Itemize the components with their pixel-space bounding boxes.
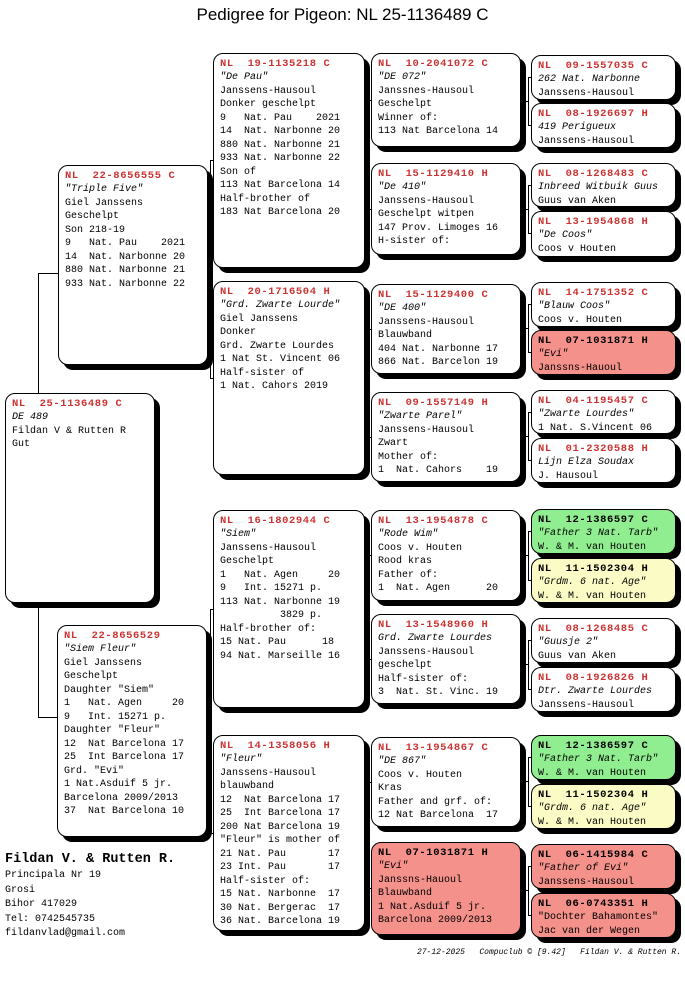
connector-line — [528, 689, 531, 690]
pedigree-box-mother[interactable] — [57, 625, 207, 837]
connector-line — [369, 782, 371, 783]
connector-line — [528, 304, 531, 305]
pigeon-name: "Evi" — [538, 349, 569, 360]
detail-line: W. & M. van Houten — [538, 767, 647, 779]
detail-line: Father of: — [378, 569, 439, 581]
ring-number: NL 22-8656555 C — [65, 170, 176, 182]
footer-credit: 27-12-2025 Compuclub © [9.42] Fildan V. & Rutten R. — [416, 948, 681, 957]
ring-number: NL 13-1548960 H — [378, 619, 489, 631]
ring-number: NL 01-2320588 H — [538, 443, 649, 455]
detail-line: Half-brother of: — [220, 623, 317, 635]
connector-line — [369, 329, 370, 438]
detail-line: Janssnes-Hausoul — [378, 85, 475, 97]
detail-line: Half-sister of: — [378, 673, 469, 685]
pigeon-name: Dtr. Zwarte Lourdes — [538, 686, 653, 697]
detail-line: Blauwband — [378, 330, 433, 341]
connector-line — [528, 757, 531, 758]
detail-line: 1 Nat. Cahors 2019 — [220, 381, 329, 392]
connector-line — [528, 640, 529, 690]
pedigree-box-ggg13[interactable] — [531, 735, 676, 780]
detail-line: 3 Nat. St. Vinc. 19 — [378, 687, 499, 698]
connector-line — [369, 209, 371, 210]
pedigree-box-ggg1[interactable] — [531, 55, 676, 100]
connector-line — [528, 412, 531, 413]
ring-number: NL 12-1386597 C — [538, 514, 649, 526]
detail-line: 866 Nat. Barcelon 19 — [378, 357, 499, 368]
connector-line — [369, 555, 371, 556]
pedigree-box-ggg8[interactable] — [531, 438, 676, 483]
ring-number: NL 14-1358056 H — [220, 740, 331, 752]
detail-line: Coos v. Houten — [378, 769, 463, 781]
detail-line: Half-sister of: — [220, 875, 311, 887]
detail-line: J. Hausoul — [538, 470, 599, 482]
detail-line: Guus van Aken — [538, 195, 617, 207]
pedigree-box-gg7[interactable] — [371, 737, 521, 827]
connector-line — [528, 77, 529, 126]
pigeon-name: "Rode Wim" — [378, 529, 439, 540]
ring-number: NL 13-1954867 C — [378, 742, 489, 754]
pedigree-box-g1[interactable] — [213, 53, 365, 268]
detail-line: 200 Nat Barcelona 19 — [220, 821, 341, 833]
connector-line — [528, 304, 529, 353]
pedigree-box-ggg4[interactable] — [531, 211, 676, 257]
detail-line: 933 Nat. Narbonne 22 — [220, 153, 341, 164]
detail-line: 15 Nat. Narbonne 17 — [220, 889, 341, 900]
detail-line: Son of — [220, 166, 257, 178]
detail-line: Donker geschelpt — [220, 99, 317, 110]
detail-line: Fildan V & Rutten R — [12, 425, 127, 437]
ring-number: NL 07-1031871 H — [538, 335, 649, 347]
connector-line — [528, 77, 531, 78]
connector-line — [528, 866, 531, 867]
pigeon-name: "Grdm. 6 nat. Age" — [538, 577, 647, 588]
detail-line: Giel Janssens — [220, 313, 299, 325]
detail-line: Janssens-Hausoul — [538, 699, 635, 711]
pigeon-name: "DE 072" — [378, 72, 427, 83]
ring-number: NL 20-1716504 H — [220, 286, 331, 298]
detail-line: Geschelpt witpen — [378, 209, 475, 220]
connector-line — [369, 100, 371, 101]
connector-line — [210, 378, 213, 379]
detail-line: Barcelona 2009/2013 — [378, 915, 493, 926]
ring-number: NL 16-1802944 C — [220, 515, 331, 527]
pedigree-box-ggg15[interactable] — [531, 844, 676, 889]
detail-line: Grd. Zwarte Lourdes — [220, 340, 335, 352]
detail-line: Janssens-Hausoul — [220, 767, 317, 779]
detail-line: Half-brother of — [220, 193, 311, 205]
detail-line: Winner of: — [378, 112, 439, 124]
pigeon-name: "Blauw Coos" — [538, 301, 611, 312]
connector-line — [528, 460, 531, 461]
detail-line: Giel Janssens — [65, 197, 144, 209]
pigeon-name: "Zwarte Parel" — [378, 411, 463, 422]
pigeon-name: "Father 3 Nat. Tarb" — [538, 754, 659, 765]
detail-line: 94 Nat. Marseille 16 — [220, 650, 341, 662]
page-title: Pedigree for Pigeon: NL 25-1136489 C — [196, 5, 489, 24]
detail-line: 1 Nat. S.Vincent 06 — [538, 422, 653, 434]
detail-line: 36 Nat. Barcelona 19 — [220, 916, 341, 927]
connector-line — [528, 915, 531, 916]
detail-line: 15 Nat. Pau 18 — [220, 637, 335, 648]
pigeon-name: "Guusje 2" — [538, 637, 599, 648]
pigeon-name: "Zwarte Lourdes" — [538, 409, 635, 420]
connector-line — [528, 352, 531, 353]
detail-line: 37 Nat Barcelona 10 — [64, 806, 185, 817]
pedigree-box-ggg6[interactable] — [531, 330, 676, 375]
pigeon-name: "Triple Five" — [65, 184, 144, 195]
pedigree-box-subject[interactable] — [5, 393, 155, 603]
pedigree-box-ggg2[interactable] — [531, 103, 676, 148]
detail-line: 12 Nat Barcelona 17 — [378, 810, 499, 821]
detail-line: 1 Nat. Agen 20 — [378, 583, 499, 594]
detail-line: W. & M. van Houten — [538, 816, 647, 828]
pedigree-box-g3[interactable] — [213, 510, 365, 708]
detail-line: Grd. "Evi" — [64, 765, 125, 777]
connector-line — [38, 603, 39, 718]
pedigree-box-gg3[interactable] — [371, 284, 521, 374]
ring-number: NL 09-1557035 C — [538, 60, 649, 72]
connector-line — [528, 233, 531, 234]
detail-line: 14 Nat. Narbonne 20 — [220, 126, 341, 137]
detail-line: Daughter "Siem" — [64, 684, 155, 696]
detail-line: 1 Nat. Agen 20 — [64, 698, 185, 709]
detail-line: Geschelpt — [378, 99, 433, 110]
connector-line — [369, 888, 371, 889]
detail-line: blauwband — [220, 781, 275, 792]
owner-name: Fildan V. & Rutten R. — [5, 852, 176, 867]
detail-line: Geschelpt — [220, 556, 275, 567]
detail-line: Janssens-Hausoul — [378, 424, 475, 436]
owner-address-line: Principala Nr 19 — [5, 870, 102, 881]
ring-number: NL 08-1926826 H — [538, 672, 649, 684]
pigeon-name: DE 489 — [12, 412, 49, 423]
detail-line: 1 Nat. Agen 20 — [220, 569, 341, 581]
owner-address-line: Grosi — [5, 884, 36, 896]
pedigree-box-ggg9[interactable] — [531, 509, 676, 554]
pigeon-name: "Siem Fleur" — [64, 644, 137, 655]
connector-line — [528, 806, 531, 807]
pigeon-name: "De Coos" — [538, 230, 593, 241]
detail-line: 30 Nat. Bergerac 17 — [220, 902, 341, 914]
detail-line: Janssens-Hausoul — [538, 135, 635, 147]
ring-number: NL 22-8656529 — [64, 630, 161, 642]
connector-line — [528, 580, 531, 581]
detail-line: W. & M. van Houten — [538, 590, 647, 602]
connector-line — [210, 609, 211, 834]
detail-line: 1 Nat. Cahors 19 — [378, 465, 499, 476]
detail-line: 9 Nat. Pau 2021 — [65, 238, 186, 249]
detail-line: Mother of: — [378, 451, 439, 463]
pedigree-box-gg1[interactable] — [371, 53, 521, 147]
detail-line: Rood kras — [378, 556, 433, 567]
ring-number: NL 12-1386597 C — [538, 740, 649, 752]
connector-line — [369, 782, 370, 889]
detail-line: 933 Nat. Narbonne 22 — [65, 278, 186, 290]
ring-number: NL 19-1135218 C — [220, 58, 331, 70]
pedigree-box-ggg11[interactable] — [531, 618, 676, 663]
detail-line: Geschelpt — [64, 671, 119, 682]
detail-line: Zwart — [378, 438, 409, 449]
pigeon-name: "Dochter Bahamontes" — [538, 912, 659, 923]
pedigree-box-ggg12[interactable] — [531, 667, 676, 712]
connector-line — [528, 185, 531, 186]
connector-line — [528, 866, 529, 916]
ring-number: NL 15-1129410 H — [378, 168, 489, 180]
detail-line: 404 Nat. Narbonne 17 — [378, 343, 499, 355]
pedigree-box-gg4[interactable] — [371, 392, 521, 482]
connector-line — [528, 757, 529, 807]
connector-line — [210, 833, 213, 834]
pigeon-name: Lijn Elza Soudax — [538, 457, 635, 468]
detail-line: Coos v Houten — [538, 243, 617, 255]
detail-line: H-sister of: — [378, 236, 451, 247]
ring-number: NL 11-1502304 H — [538, 789, 649, 801]
pigeon-name: Inbreed Witbuik Guus — [538, 182, 659, 193]
pedigree-box-ggg3[interactable] — [531, 163, 676, 207]
pedigree-box-ggg7[interactable] — [531, 390, 676, 434]
connector-line — [528, 640, 531, 641]
detail-line: geschelpt — [378, 660, 433, 671]
detail-line: Janssens-Hausoul — [538, 876, 635, 888]
ring-number: NL 13-1954878 C — [378, 515, 489, 527]
detail-line: Janssens-Hausoul — [378, 646, 475, 658]
detail-line: 1 Nat.Asduif 5 jr. — [378, 901, 487, 913]
ring-number: NL 10-2041072 C — [378, 58, 489, 70]
ring-number: NL 08-1926697 H — [538, 108, 649, 120]
pedigree-box-ggg10[interactable] — [531, 558, 676, 603]
detail-line: 1 Nat.Asduif 5 jr. — [64, 779, 173, 790]
ring-number: NL 07-1031871 H — [378, 847, 489, 859]
pedigree-box-gg6[interactable] — [371, 614, 521, 704]
connector-line — [369, 437, 371, 438]
detail-line: 12 Nat Barcelona 17 — [64, 738, 185, 750]
connector-line — [369, 659, 371, 660]
connector-line — [528, 412, 529, 461]
detail-line: Barcelona 2009/2013 — [64, 792, 179, 804]
detail-line: Kras — [378, 783, 403, 794]
detail-line: 880 Nat. Narbonne 21 — [65, 265, 186, 276]
connector-line — [38, 273, 39, 394]
detail-line: Janssens-Hausoul — [220, 542, 317, 554]
ring-number: NL 06-1415984 C — [538, 849, 649, 861]
detail-line: Son 218-19 — [65, 224, 126, 236]
detail-line: 14 Nat. Narbonne 20 — [65, 251, 186, 263]
ring-number: NL 06-0743351 H — [538, 898, 649, 910]
connector-line — [369, 555, 370, 660]
pigeon-name: "Grd. Zwarte Lourde" — [220, 300, 341, 311]
ring-number: NL 08-1268483 C — [538, 168, 649, 180]
detail-line: 183 Nat Barcelona 20 — [220, 207, 341, 218]
detail-line: 1 Nat St. Vincent 06 — [220, 354, 341, 365]
pigeon-name: "Evi" — [378, 861, 409, 872]
detail-line: Daughter "Fleur" — [64, 725, 161, 736]
connector-line — [528, 531, 531, 532]
pedigree-box-ggg16[interactable] — [531, 893, 676, 938]
connector-line — [369, 100, 370, 210]
detail-line: 113 Nat Barcelona 14 — [378, 126, 499, 137]
pedigree-box-ggg5[interactable] — [531, 282, 676, 327]
connector-line — [210, 160, 211, 379]
detail-line: 25 Int Barcelona 17 — [220, 808, 341, 819]
detail-line: 9 Int. 15271 p. — [220, 583, 323, 594]
detail-line: Janssens-Hausoul — [378, 195, 475, 207]
ring-number: NL 15-1129400 C — [378, 289, 489, 301]
detail-line: Janssns-Hauoul — [538, 362, 623, 374]
ring-number: NL 09-1557149 H — [378, 397, 489, 409]
detail-line: Giel Janssens — [64, 657, 143, 669]
connector-line — [369, 329, 371, 330]
pigeon-name: "Fleur" — [220, 754, 263, 765]
detail-line: 9 Nat. Pau 2021 — [220, 112, 341, 124]
owner-address-line: Bihor 417029 — [5, 899, 78, 910]
detail-line: 147 Prov. Limoges 16 — [378, 222, 499, 234]
pedigree-box-gg2[interactable] — [371, 163, 521, 255]
pigeon-name: "Grdm. 6 nat. Age" — [538, 803, 647, 814]
pigeon-name: "Father of Evi" — [538, 863, 629, 874]
detail-line: Jac van der Wegen — [538, 925, 641, 937]
pigeon-name: Grd. Zwarte Lourdes — [378, 633, 493, 644]
connector-line — [38, 717, 57, 718]
pigeon-name: "Siem" — [220, 529, 257, 540]
detail-line: Half-sister of — [220, 367, 305, 379]
ring-number: NL 04-1195457 C — [538, 395, 649, 407]
detail-line: Coos v. Houten — [538, 314, 623, 326]
detail-line: Father and grf. of: — [378, 796, 493, 808]
pedigree-box-g2[interactable] — [213, 281, 365, 475]
connector-line — [38, 273, 58, 274]
ring-number: NL 13-1954868 H — [538, 216, 649, 228]
connector-line — [528, 531, 529, 581]
pigeon-name: "DE 400" — [378, 303, 427, 314]
owner-block — [5, 851, 175, 942]
detail-line: 12 Nat Barcelona 17 — [220, 794, 341, 806]
detail-line: Blauwband — [378, 888, 433, 899]
pedigree-box-gg8[interactable] — [371, 842, 521, 935]
pigeon-name: "De Pau" — [220, 72, 269, 83]
detail-line: Geschelpt — [65, 211, 120, 222]
detail-line: 880 Nat. Narbonne 21 — [220, 139, 341, 151]
connector-line — [528, 185, 529, 234]
ring-number: NL 14-1751352 C — [538, 287, 649, 299]
detail-line: 25 Int Barcelona 17 — [64, 752, 185, 763]
pigeon-name: 419 Perigueux — [538, 122, 617, 133]
pigeon-name: "Father 3 Nat. Tarb" — [538, 528, 659, 539]
ring-number: NL 11-1502304 H — [538, 563, 649, 575]
detail-line: W. & M. van Houten — [538, 541, 647, 553]
connector-line — [528, 125, 531, 126]
owner-phone: Tel: 0742545735 — [5, 913, 96, 925]
detail-line: Donker — [220, 327, 257, 338]
pigeon-name: "De 410" — [378, 182, 427, 193]
pedigree-box-ggg14[interactable] — [531, 784, 676, 829]
detail-line: 9 Int. 15271 p. — [64, 711, 167, 723]
owner-email: fildanvlad@gmail.com — [5, 928, 126, 939]
ring-number: NL 08-1268485 C — [538, 623, 649, 635]
detail-line: 113 Nat Barcelona 14 — [220, 180, 341, 191]
ring-number: NL 25-1136489 C — [12, 398, 123, 410]
detail-line: "Fleur" is mother of — [220, 835, 341, 846]
detail-line: 21 Nat. Pau 17 — [220, 848, 341, 860]
pigeon-name: "DE 867" — [378, 756, 427, 767]
detail-line: Gut — [12, 439, 31, 450]
detail-line: Janssens-Hausoul — [378, 316, 475, 328]
detail-line: Janssns-Hauoul — [378, 874, 463, 886]
detail-line: 113 Nat. Narbonne 19 — [220, 596, 341, 608]
detail-line: Janssens-Hausoul — [538, 87, 635, 99]
pedigree-box-father[interactable] — [58, 165, 208, 365]
pedigree-box-gg5[interactable] — [371, 510, 521, 601]
pedigree-box-g4[interactable] — [213, 735, 365, 931]
detail-line: Guus van Aken — [538, 650, 617, 662]
detail-line: Coos v. Houten — [378, 542, 463, 554]
detail-line: 23 Int. Pau 17 — [220, 862, 341, 873]
detail-line: 3829 p. — [220, 610, 323, 621]
detail-line: Janssens-Hausoul — [220, 85, 317, 97]
pigeon-name: 262 Nat. Narbonne — [538, 74, 641, 85]
